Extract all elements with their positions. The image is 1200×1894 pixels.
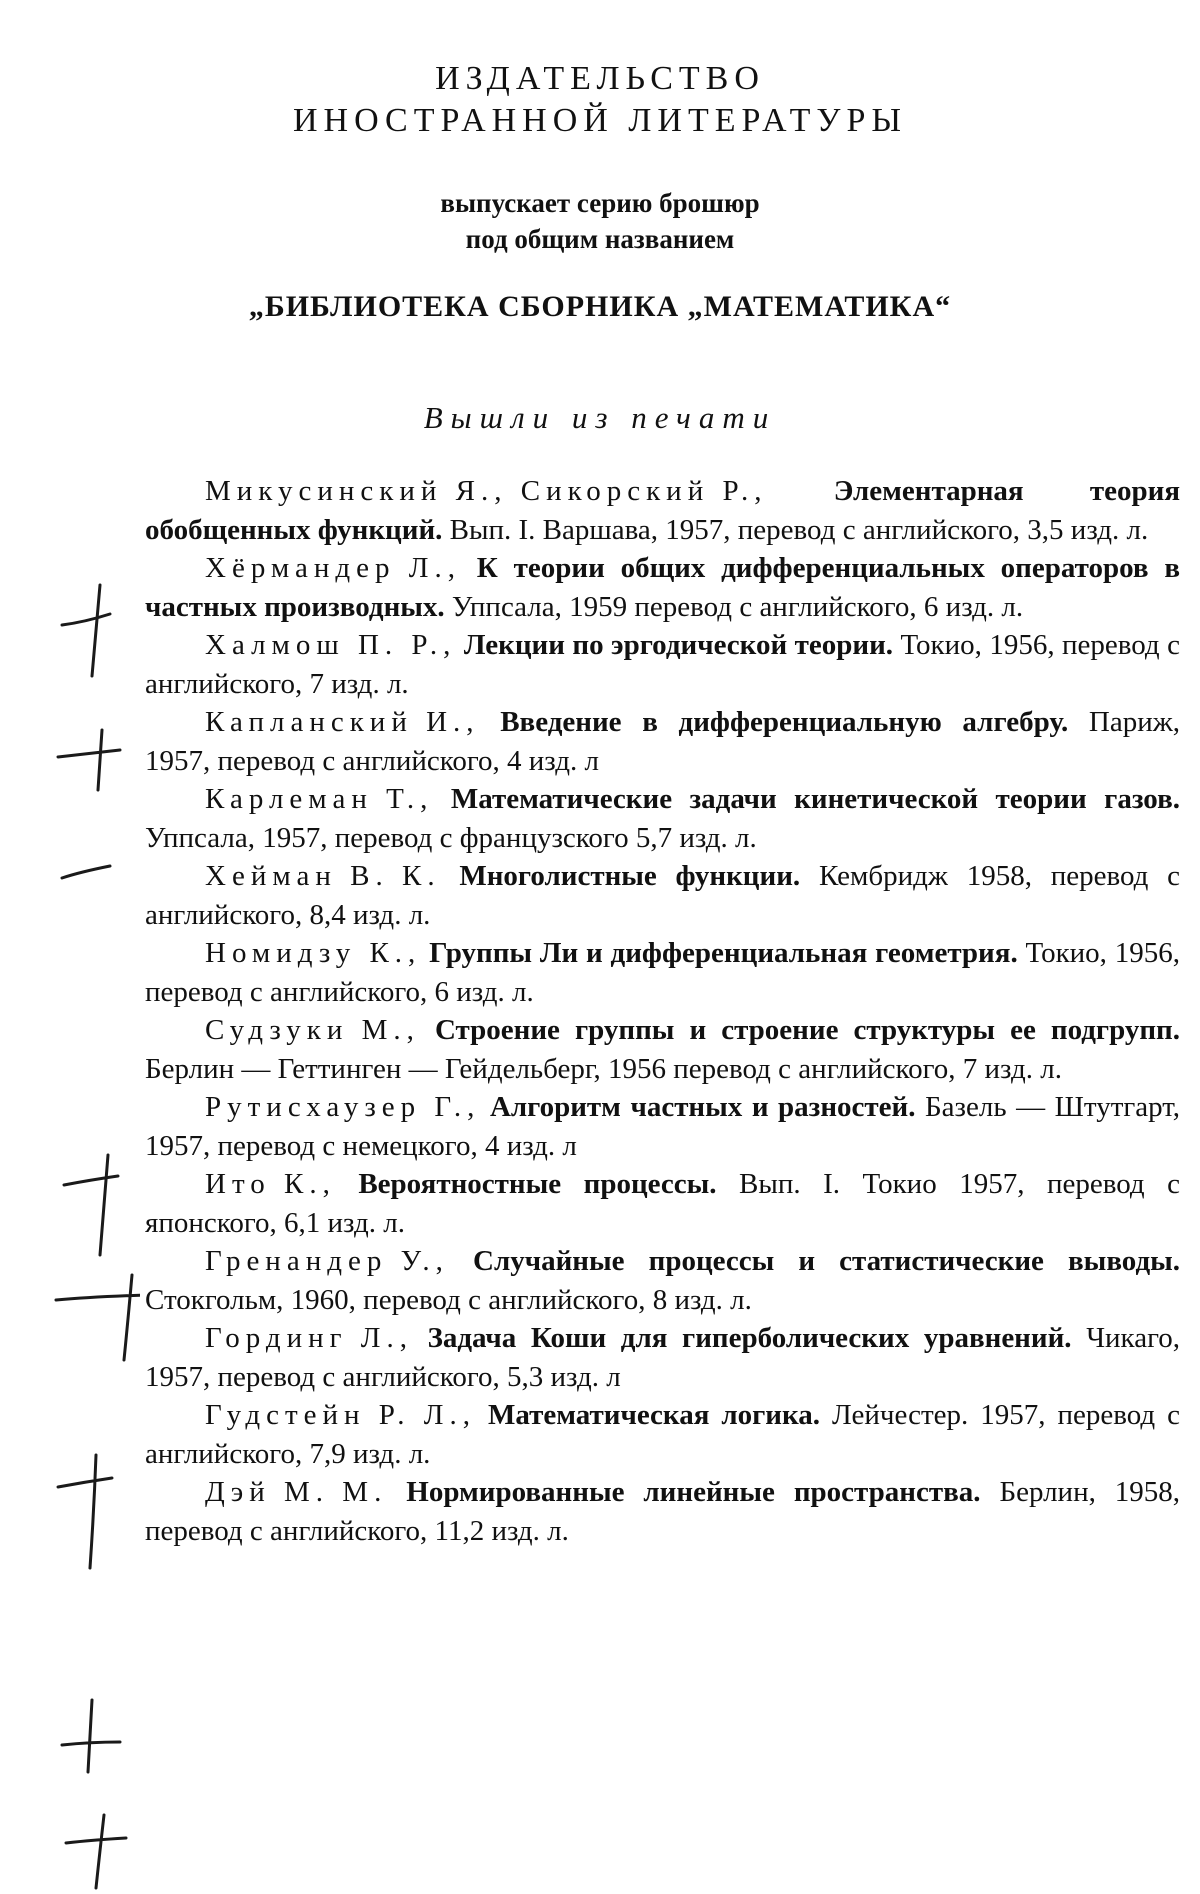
entry-details: Берлин — Геттинген — Гейдельберг, 1956 перевод с английского, 7 изд. л. — [145, 1052, 1062, 1085]
list-item — [145, 626, 1180, 703]
announcement-line2: под общим названием — [465, 224, 735, 254]
entry-author: Судзуки М., — [205, 1014, 420, 1046]
list-item — [145, 1011, 1180, 1088]
list-item — [145, 1165, 1180, 1242]
list-item — [145, 1088, 1180, 1165]
entry-title: Задача Коши для гиперболических уравнений. — [427, 1322, 1072, 1354]
entry-details: Берлин, 1958, перевод с английского, 11,2 изд. л. — [145, 1476, 1181, 1547]
list-item — [145, 1319, 1180, 1396]
list-item — [145, 857, 1180, 934]
announcement-line1: выпускает серию брошюр — [440, 188, 760, 218]
entry-details: Чикаго, 1957, перевод с английского, 5,3 изд. л — [145, 1322, 1180, 1393]
list-item — [145, 934, 1180, 1011]
entry-author: Хёрмандер Л., — [205, 552, 461, 584]
entry-author: Дэй М. М. — [205, 1476, 388, 1508]
entry-title: Лекции по эргодической теории. — [463, 629, 894, 661]
entry-author: Карлеман Т., — [205, 783, 434, 815]
pen-cross-mark — [58, 1455, 112, 1568]
entry-details: Уппсала, 1957, перевод с французского 5,7 изд. л. — [145, 821, 757, 854]
pen-cross-mark — [62, 585, 110, 676]
entry-author: Гудстейн Р. Л., — [205, 1399, 476, 1431]
entry-details: Базель — Штутгарт, 1957, перевод с немецкого, 4 изд. л — [145, 1091, 1180, 1162]
pen-cross-mark — [62, 1700, 120, 1772]
entry-details: Вып. I. Токио 1957, перевод с японского, 6,1 изд. л. — [145, 1168, 1181, 1239]
entry-title: Математические задачи кинетической теории газов. — [450, 783, 1180, 815]
list-item — [145, 549, 1180, 626]
entry-title: Нормированные линейные пространства. — [406, 1476, 981, 1508]
list-item — [145, 780, 1180, 857]
entry-title: Введение в дифференциальную алгебру. — [500, 706, 1069, 738]
publication-list — [145, 472, 1180, 1550]
list-item — [145, 1396, 1180, 1473]
entry-details: Уппсала, 1959 перевод с английского, 6 изд. л. — [451, 590, 1024, 623]
entry-author: Халмош П. Р., — [205, 629, 457, 661]
entry-title: Элементарная теория обобщенных функций. — [145, 475, 1181, 546]
section-heading: Вышли из печати — [423, 400, 777, 435]
list-item — [145, 472, 1180, 549]
entry-author: Рутисхаузер Г., — [205, 1091, 481, 1123]
pen-cross-mark — [56, 1275, 140, 1360]
pen-cross-mark — [58, 730, 120, 790]
entry-author: Капланский И., — [205, 706, 480, 738]
series-title: „БИБЛИОТЕКА СБОРНИКА „МАТЕМАТИКА“ — [248, 290, 952, 323]
entry-author: Гренандер У., — [205, 1245, 449, 1277]
pen-cross-mark — [66, 1815, 126, 1888]
entry-details: Стокгольм, 1960, перевод с английского, 8 изд. л. — [145, 1283, 752, 1316]
entry-author: Хейман В. К. — [205, 860, 441, 892]
entry-title: Строение группы и строение структуры ее подгрупп. — [434, 1014, 1181, 1046]
entry-details: Лейчестер. 1957, перевод с английского, 7,9 изд. л. — [145, 1399, 1181, 1470]
entry-details: Париж, 1957, перевод с английского, 4 изд. л — [145, 706, 1181, 777]
entry-title: Многолистные функции. — [459, 860, 801, 892]
publisher-name-line2: ИНОСТРАННОЙ ЛИТЕРАТУРЫ — [292, 102, 908, 139]
entry-details: Вып. I. Варшава, 1957, перевод с английского, 3,5 изд. л. — [449, 513, 1149, 546]
pen-dash-mark — [62, 866, 110, 878]
entry-title: Вероятностные процессы. — [358, 1168, 717, 1200]
entry-title: К теории общих дифференциальных операторов в частных производных. — [145, 552, 1180, 623]
entry-author: Ито К., — [205, 1168, 336, 1200]
entry-details: Токио, 1956, перевод с английского, 6 изд. л. — [145, 937, 1180, 1008]
list-item — [145, 1242, 1180, 1319]
entry-author: Гординг Л., — [205, 1322, 413, 1354]
entry-title: Алгоритм частных и разностей. — [489, 1091, 916, 1123]
entry-details: Токио, 1956, перевод с английского, 7 изд. л. — [145, 629, 1180, 700]
list-item — [145, 1473, 1180, 1550]
publisher-name-line1: ИЗДАТЕЛЬСТВО — [435, 60, 765, 97]
list-item — [145, 703, 1180, 780]
entry-title: Группы Ли и дифференциальная геометрия. — [429, 937, 1018, 969]
entry-details: Кембридж 1958, перевод с английского, 8,4 изд. л. — [145, 860, 1181, 931]
entry-title: Математическая логика. — [487, 1399, 821, 1431]
pen-cross-mark — [64, 1155, 118, 1255]
handwritten-marks — [0, 0, 140, 1894]
entry-title: Случайные процессы и статистические выводы. — [473, 1245, 1181, 1277]
entry-author: Микусинский Я., Сикорский Р., — [205, 475, 768, 507]
entry-author: Номидзу К., — [205, 937, 422, 969]
